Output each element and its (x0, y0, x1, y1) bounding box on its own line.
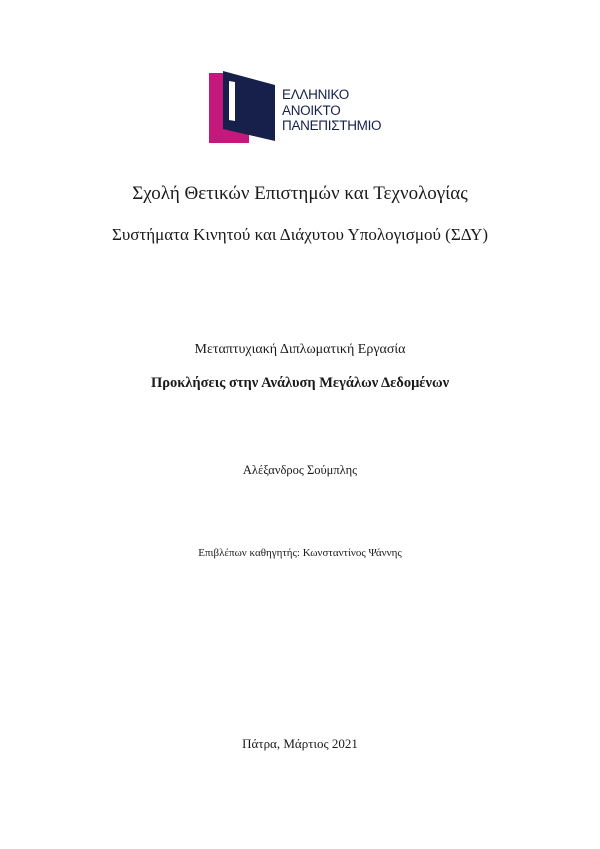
university-name-line-3: ΠΑΝΕΠΙΣΤΗΜΙΟ (282, 118, 382, 133)
author-name: Αλέξανδρος Σούμπλης (242, 463, 358, 477)
school-name: Σχολή Θετικών Επιστημών και Τεχνολογίας (132, 183, 468, 204)
thesis-type: Μεταπτυχιακή Διπλωματική Εργασία (194, 342, 406, 357)
program-name: Συστήματα Κινητού και Διάχυτου Υπολογισμού (ΣΔΥ) (111, 225, 489, 244)
university-name (282, 87, 381, 134)
thesis-title: Προκλήσεις στην Ανάλυση Μεγάλων Δεδομένων (150, 375, 450, 391)
university-name-line-2: ΑΝΟΙΚΤΟ (282, 102, 341, 118)
place-date: Πάτρα, Μάρτιος 2021 (242, 736, 358, 751)
supervisor: Επιβλέπων καθηγητής: Κωνσταντίνος Ψάννης (198, 547, 402, 559)
university-name-line-1: ΕΛΛΗΝΙΚΟ (282, 87, 349, 102)
university-logo (209, 71, 399, 143)
university-logo-book-icon (209, 71, 281, 143)
